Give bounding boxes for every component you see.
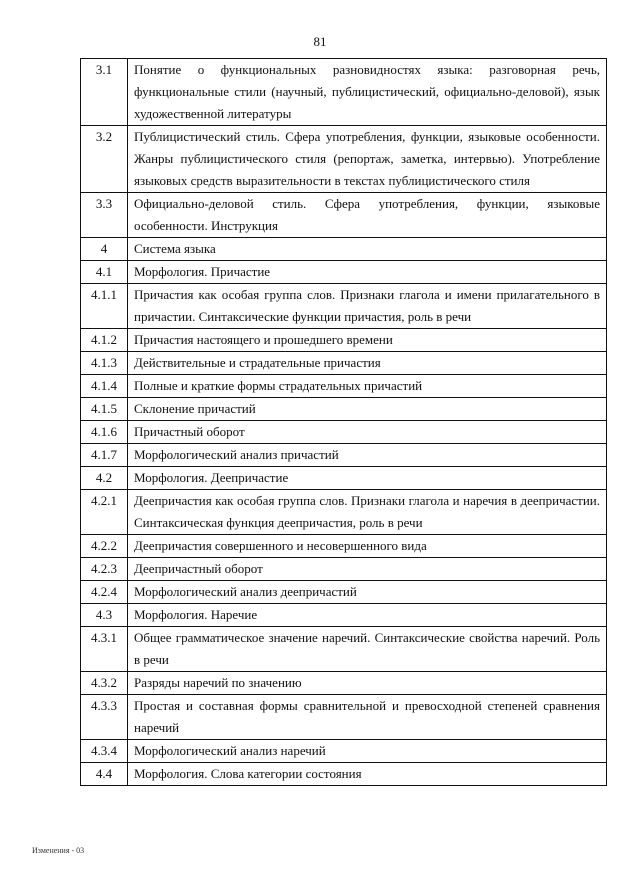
section-topic: Морфология. Деепричастие bbox=[128, 467, 607, 490]
section-topic: Публицистический стиль. Сфера употребления, функции, языковые особенности. Жанры публицистического стиля (репортаж, заметка, интервью). Употребление языковых средств выразительности в текстах публицистического стиля bbox=[128, 126, 607, 193]
table-row bbox=[81, 535, 607, 558]
section-number: 3.1 bbox=[81, 59, 128, 126]
table-row bbox=[81, 558, 607, 581]
curriculum-table-body bbox=[81, 59, 607, 786]
section-number: 4.2.4 bbox=[81, 581, 128, 604]
curriculum-table bbox=[80, 58, 607, 786]
section-number: 4.3.2 bbox=[81, 672, 128, 695]
section-number: 4.3.1 bbox=[81, 627, 128, 672]
section-topic: Причастия как особая группа слов. Признаки глагола и имени прилагательного в причастии. Синтаксические функции причастия, роль в речи bbox=[128, 284, 607, 329]
table-row bbox=[81, 329, 607, 352]
table-row bbox=[81, 467, 607, 490]
section-number: 3.3 bbox=[81, 193, 128, 238]
section-number: 4.2.2 bbox=[81, 535, 128, 558]
section-topic: Деепричастия как особая группа слов. Признаки глагола и наречия в деепричастии. Синтаксическая функция деепричастия, роль в речи bbox=[128, 490, 607, 535]
table-row bbox=[81, 444, 607, 467]
footer-revision-note: Изменения - 03 bbox=[32, 846, 85, 855]
table-row bbox=[81, 398, 607, 421]
section-number: 4.1.1 bbox=[81, 284, 128, 329]
section-number: 4.1.5 bbox=[81, 398, 128, 421]
section-topic: Простая и составная формы сравнительной и превосходной степеней сравнения наречий bbox=[128, 695, 607, 740]
section-number: 4.2.1 bbox=[81, 490, 128, 535]
section-topic: Морфологический анализ наречий bbox=[128, 740, 607, 763]
table-row bbox=[81, 238, 607, 261]
section-topic: Морфология. Причастие bbox=[128, 261, 607, 284]
table-row bbox=[81, 261, 607, 284]
section-topic: Причастный оборот bbox=[128, 421, 607, 444]
table-row bbox=[81, 59, 607, 126]
table-row bbox=[81, 604, 607, 627]
section-topic: Действительные и страдательные причастия bbox=[128, 352, 607, 375]
section-number: 4.3.4 bbox=[81, 740, 128, 763]
section-topic: Разряды наречий по значению bbox=[128, 672, 607, 695]
table-row bbox=[81, 627, 607, 672]
section-topic: Морфология. Слова категории состояния bbox=[128, 763, 607, 786]
page-number: 81 bbox=[313, 34, 327, 49]
section-number: 4.2.3 bbox=[81, 558, 128, 581]
section-topic: Морфология. Наречие bbox=[128, 604, 607, 627]
table-row bbox=[81, 740, 607, 763]
table-row bbox=[81, 421, 607, 444]
section-topic: Деепричастный оборот bbox=[128, 558, 607, 581]
section-topic: Причастия настоящего и прошедшего времени bbox=[128, 329, 607, 352]
table-row bbox=[81, 672, 607, 695]
section-topic: Общее грамматическое значение наречий. Синтаксические свойства наречий. Роль в речи bbox=[128, 627, 607, 672]
table-row bbox=[81, 352, 607, 375]
table-row bbox=[81, 284, 607, 329]
section-topic: Система языка bbox=[128, 238, 607, 261]
table-row bbox=[81, 695, 607, 740]
section-number: 4.1.3 bbox=[81, 352, 128, 375]
section-topic: Полные и краткие формы страдательных причастий bbox=[128, 375, 607, 398]
section-topic: Морфологический анализ причастий bbox=[128, 444, 607, 467]
section-number: 4.4 bbox=[81, 763, 128, 786]
section-topic: Официально-деловой стиль. Сфера употребления, функции, языковые особенности. Инструкция bbox=[128, 193, 607, 238]
table-row bbox=[81, 581, 607, 604]
section-number: 4 bbox=[81, 238, 128, 261]
section-number: 4.1.2 bbox=[81, 329, 128, 352]
section-number: 4.1.4 bbox=[81, 375, 128, 398]
section-number: 4.2 bbox=[81, 467, 128, 490]
table-row bbox=[81, 193, 607, 238]
table-row bbox=[81, 126, 607, 193]
section-number: 4.1.7 bbox=[81, 444, 128, 467]
section-topic: Морфологический анализ деепричастий bbox=[128, 581, 607, 604]
section-number: 4.3 bbox=[81, 604, 128, 627]
section-topic: Склонение причастий bbox=[128, 398, 607, 421]
section-topic: Понятие о функциональных разновидностях языка: разговорная речь, функциональные стили (научный, публицистический, официально-деловой), язык художественной литературы bbox=[128, 59, 607, 126]
section-number: 4.3.3 bbox=[81, 695, 128, 740]
table-row bbox=[81, 375, 607, 398]
section-topic: Деепричастия совершенного и несовершенного вида bbox=[128, 535, 607, 558]
section-number: 4.1 bbox=[81, 261, 128, 284]
table-row bbox=[81, 763, 607, 786]
section-number: 3.2 bbox=[81, 126, 128, 193]
section-number: 4.1.6 bbox=[81, 421, 128, 444]
table-row bbox=[81, 490, 607, 535]
